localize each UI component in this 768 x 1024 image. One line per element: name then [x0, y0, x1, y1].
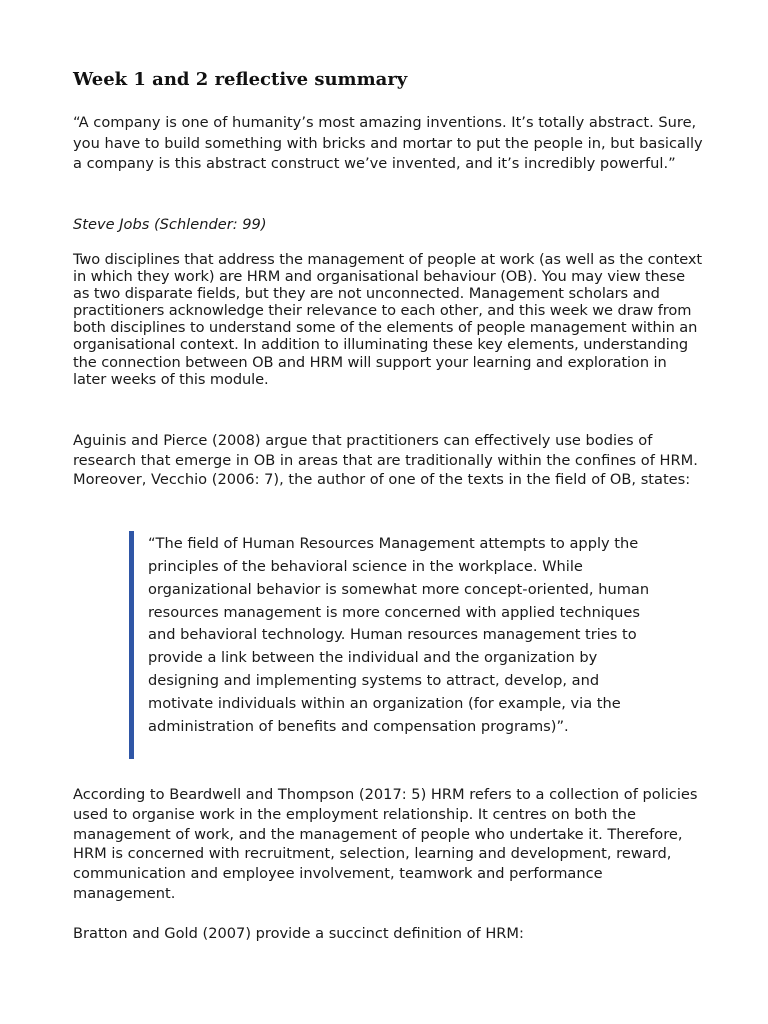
paragraph-bratton-gold: Bratton and Gold (2007) provide a succinct definition of HRM:: [73, 925, 524, 942]
block-quote: [129, 531, 679, 759]
block-quote-text: “The field of Human Resources Management attempts to apply the principles of the behavioral science in the workplace. While organizational behavior is somewhat more concept-oriented, human resources management is more concerned with applied techniques and behavioral technology. Human resources management tries to provide a link between the individual and the organization by designing and implementing systems to attract, develop, and motivate individuals within an organization (for example, via the administration of benefits and compensation programs)”.: [148, 535, 650, 735]
paragraph-beardwell-thompson: According to Beardwell and Thompson (2017: 5) HRM refers to a collection of policies used to organise work in the employment relationship. It centres on both the management of work, and the management of people who undertake it. Therefore, HRM is concerned with recruitment, selection, learning and development, reward, communication and employee involvement, teamwork and performance management.: [73, 786, 698, 902]
paragraph-aguinis-pierce: Aguinis and Pierce (2008) argue that practitioners can effectively use bodies of research that emerge in OB in areas that are traditionally within the confines of HRM. Moreover, Vecchio (2006: 7), the author of one of the texts in the field of OB, states:: [73, 432, 698, 489]
opening-quote: “A company is one of humanity’s most amazing inventions. It’s totally abstract. Sure, you have to build something with bricks and mortar to put the people in, but basically a company is this abstract construct we’ve invented, and it’s incredibly powerful.”: [73, 114, 703, 172]
quote-attribution: Steve Jobs (Schlender: 99): [73, 216, 267, 233]
paragraph-disciplines: Two disciplines that address the management of people at work (as well as the context in which they work) are HRM and organisational behaviour (OB). You may view these as two disparate fields, but they are not unconnected. Management scholars and practitioners acknowledge their relevance to each other, and this week we draw from both disciplines to understand some of the elements of people management within an organisational context. In addition to illuminating these key elements, understanding the connection between OB and HRM will support your learning and exploration in later weeks of this module.: [73, 251, 702, 388]
document-title: Week 1 and 2 reflective summary: [73, 69, 408, 90]
